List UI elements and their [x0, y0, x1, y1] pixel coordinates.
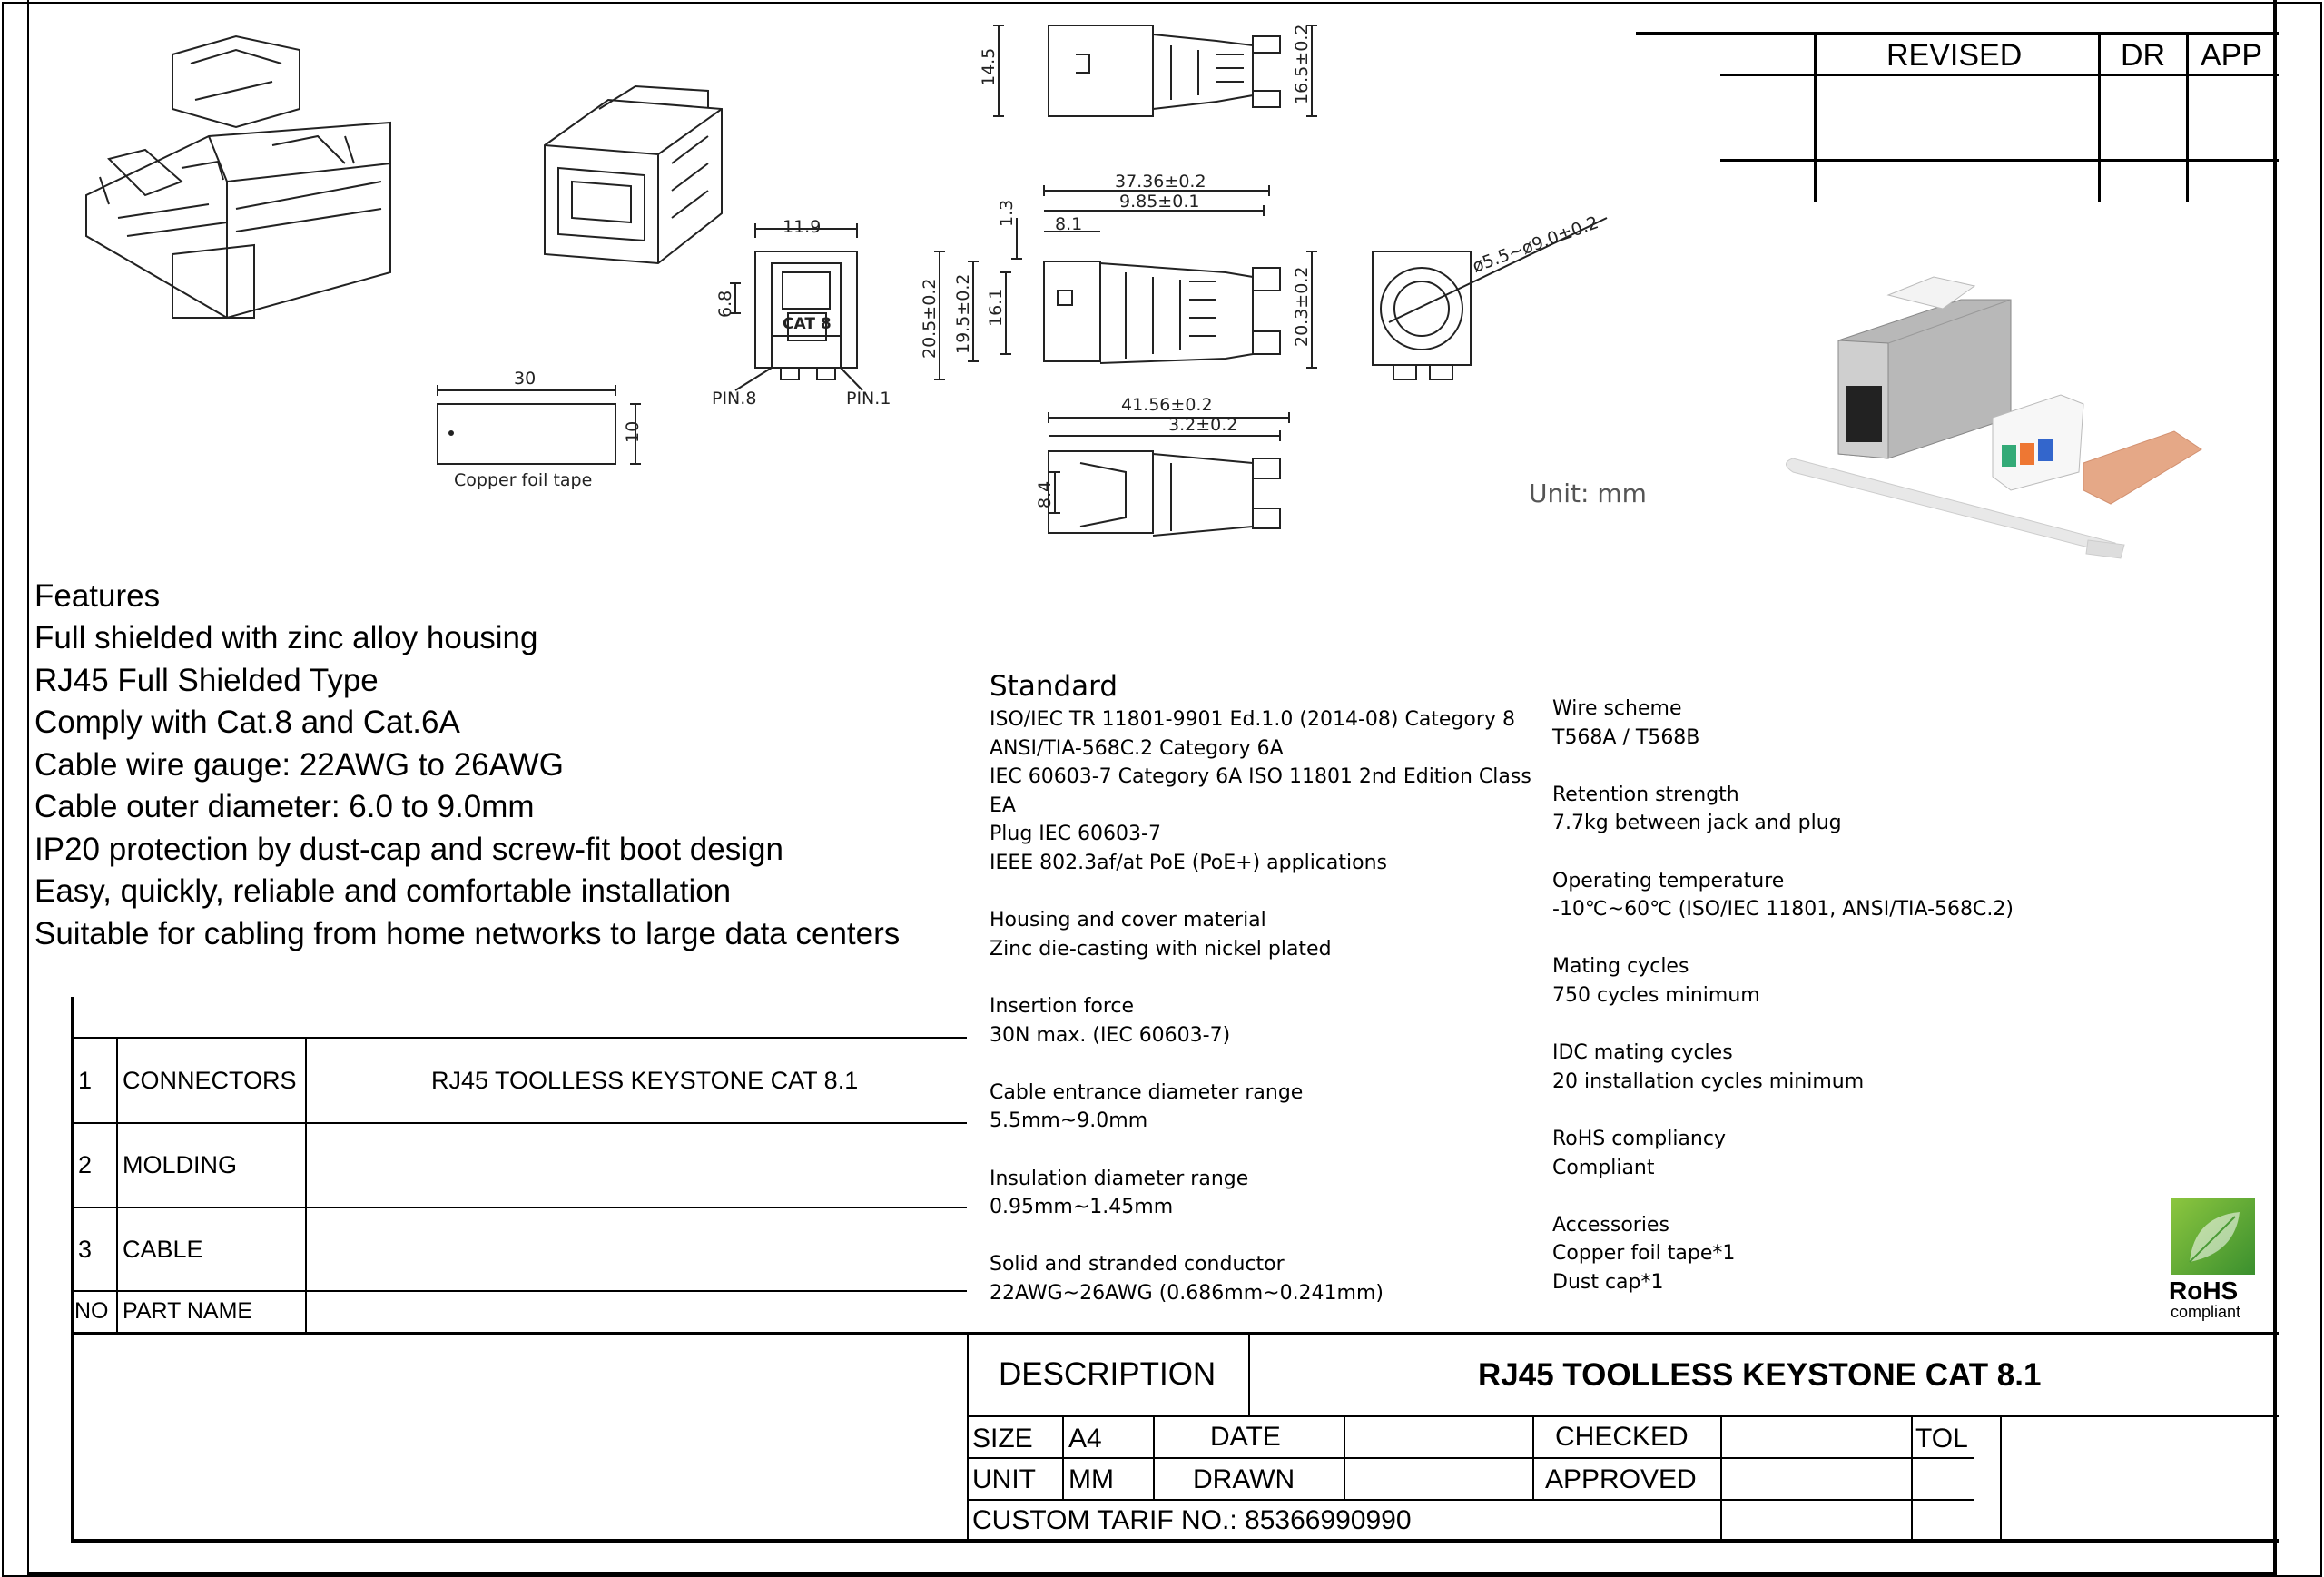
top-view: [993, 25, 1317, 116]
revised-label: REVISED: [1886, 38, 2023, 73]
feature-item: Cable wire gauge: 22AWG to 26AWG: [34, 747, 564, 783]
header-part-name: PART NAME: [123, 1298, 253, 1324]
dr-label: DR: [2121, 38, 2166, 73]
feature-item: Cable outer diameter: 6.0 to 9.0mm: [34, 789, 535, 824]
dim-20-5: 20.5±0.2: [920, 278, 940, 359]
spec-line: Copper foil tape*1: [1552, 1242, 1736, 1266]
spec-line: Zinc die-casting with nickel plated: [990, 937, 1332, 961]
tol-label: TOL: [1915, 1424, 1968, 1454]
row-part-name: CONNECTORS: [123, 1067, 297, 1094]
dim-1-3: 1.3: [997, 199, 1017, 227]
size-label: SIZE: [972, 1424, 1033, 1454]
header-no: NO: [74, 1298, 109, 1324]
spec-line: Plug IEC 60603-7: [990, 823, 1161, 846]
rohs-logo: [2165, 1198, 2265, 1321]
spec-line: 22AWG~26AWG (0.686mm~0.241mm): [990, 1281, 1384, 1305]
spec-line: [990, 963, 1531, 992]
rohs-leaf-icon: [2171, 1198, 2255, 1275]
feature-item: RJ45 Full Shielded Type: [34, 663, 379, 698]
right-specs: [1552, 695, 2014, 1296]
spec-line: Operating temperature: [1552, 869, 1785, 892]
spec-line: EA: [990, 793, 1016, 817]
spec-line: 5.5mm~9.0mm: [990, 1109, 1148, 1133]
dim-tape-height: 10: [623, 420, 643, 443]
spec-line: -10℃~60℃ (ISO/IEC 11801, ANSI/TIA-568C.2): [1552, 898, 2014, 922]
unit-value: MM: [1068, 1464, 1114, 1494]
spec-line: T568A / T568B: [1552, 725, 1700, 749]
description-label: DESCRIPTION: [999, 1356, 1216, 1392]
row-no: 1: [78, 1067, 93, 1094]
description-value: RJ45 TOOLLESS KEYSTONE CAT 8.1: [1478, 1357, 2042, 1393]
spec-line: Mating cycles: [1552, 955, 1689, 979]
dim-top-height-right: 16.5±0.2: [1292, 24, 1312, 104]
standard-title: Standard: [990, 670, 1118, 703]
size-value: A4: [1068, 1424, 1102, 1454]
spec-line: [1552, 752, 2014, 781]
spec-line: Accessories: [1552, 1213, 1669, 1237]
dim-9: 9.85±0.1: [1119, 192, 1200, 212]
tarif-number: CUSTOM TARIF NO.: 85366990990: [972, 1505, 1412, 1535]
dim-37: 37.36±0.2: [1115, 172, 1206, 192]
side-view: [934, 185, 1317, 379]
dim-6-8: 6.8: [715, 290, 735, 318]
spec-line: Housing and cover material: [990, 909, 1266, 932]
unit-note: Unit: mm: [1529, 478, 1647, 508]
spec-line: ANSI/TIA-568C.2 Category 6A: [990, 736, 1284, 760]
spec-line: [1552, 1182, 2014, 1211]
spec-line: Dust cap*1: [1552, 1270, 1664, 1294]
pin8-label: PIN.8: [712, 389, 757, 409]
spec-line: 0.95mm~1.45mm: [990, 1196, 1174, 1219]
feature-item: IP20 protection by dust-cap and screw-fit boot design: [34, 832, 783, 867]
dim-20-3: 20.3±0.2: [1292, 266, 1312, 347]
spec-line: IEC 60603-7 Category 6A ISO 11801 2nd Edition Class: [990, 765, 1531, 789]
spec-line: 7.7kg between jack and plug: [1552, 812, 1842, 835]
dim-3-2: 3.2±0.2: [1168, 415, 1238, 435]
technical-drawing: [0, 0, 2324, 563]
spec-line: Wire scheme: [1552, 697, 1682, 720]
feature-item: Full shielded with zinc alloy housing: [34, 620, 538, 655]
copper-tape-outline: [438, 385, 641, 464]
approved-label: APPROVED: [1545, 1464, 1697, 1494]
dim-41: 41.56±0.2: [1121, 395, 1213, 415]
jack-iso-view: [545, 86, 722, 263]
row-part-name: CABLE: [123, 1236, 203, 1263]
dim-16-1: 16.1: [986, 288, 1006, 327]
spec-line: Solid and stranded conductor: [990, 1253, 1285, 1276]
feature-item: Easy, quickly, reliable and comfortable installation: [34, 873, 732, 909]
dim-tape-length: 30: [514, 369, 537, 389]
dim-diameter: ø5.5~ø9.0±0.2: [1470, 212, 1601, 277]
dim-top-height: 14.5: [979, 47, 999, 86]
row-no: 3: [78, 1236, 93, 1263]
rohs-subtext: compliant: [2171, 1303, 2241, 1321]
spec-line: [990, 1136, 1531, 1165]
spec-line: [1552, 924, 2014, 953]
spec-line: [990, 1222, 1531, 1251]
spec-line: ISO/IEC TR 11801-9901 Ed.1.0 (2014-08) Category 8: [990, 708, 1515, 731]
feature-item: Suitable for cabling from home networks to large data centers: [34, 916, 901, 951]
row-description: RJ45 TOOLLESS KEYSTONE CAT 8.1: [431, 1067, 859, 1094]
spec-line: Cable entrance diameter range: [990, 1080, 1304, 1104]
spec-line: Retention strength: [1552, 783, 1739, 806]
rohs-text: RoHS: [2169, 1276, 2239, 1305]
standard-specs: [990, 705, 1531, 1307]
spec-line: 20 installation cycles minimum: [1552, 1069, 1865, 1093]
spec-line: [990, 1050, 1531, 1079]
features-title: Features: [34, 578, 161, 614]
app-label: APP: [2201, 38, 2263, 73]
spec-line: IDC mating cycles: [1552, 1041, 1733, 1065]
front-view: [730, 223, 862, 390]
date-label: DATE: [1210, 1422, 1281, 1452]
drawn-label: DRAWN: [1193, 1464, 1295, 1494]
end-view: [1373, 218, 1607, 379]
checked-label: CHECKED: [1555, 1422, 1689, 1452]
spec-line: 30N max. (IEC 60603-7): [990, 1023, 1231, 1047]
cat8-mark: CAT 8: [783, 315, 832, 333]
spec-line: 750 cycles minimum: [1552, 983, 1760, 1007]
spec-line: Compliant: [1552, 1156, 1655, 1179]
unit-label: UNIT: [972, 1464, 1036, 1494]
dim-8-4: 8.4: [1035, 480, 1055, 508]
tape-label: Copper foil tape: [454, 470, 593, 490]
spec-line: Insertion force: [990, 994, 1135, 1018]
dim-11-9: 11.9: [783, 217, 822, 237]
spec-line: [990, 878, 1531, 907]
exploded-iso-view: [86, 36, 390, 318]
spec-line: [1552, 1010, 2014, 1040]
spec-line: IEEE 802.3af/at PoE (PoE+) applications: [990, 851, 1387, 874]
spec-line: [1552, 1096, 2014, 1125]
product-photo: [1787, 277, 2202, 558]
dim-8: 8.1: [1055, 214, 1083, 234]
dim-19-5: 19.5±0.2: [953, 273, 973, 354]
pin1-label: PIN.1: [846, 389, 891, 409]
spec-line: RoHS compliancy: [1552, 1127, 1726, 1150]
feature-item: Comply with Cat.8 and Cat.6A: [34, 705, 460, 740]
spec-line: [1552, 838, 2014, 867]
row-no: 2: [78, 1151, 93, 1178]
row-part-name: MOLDING: [123, 1151, 238, 1178]
spec-line: Insulation diameter range: [990, 1167, 1249, 1190]
